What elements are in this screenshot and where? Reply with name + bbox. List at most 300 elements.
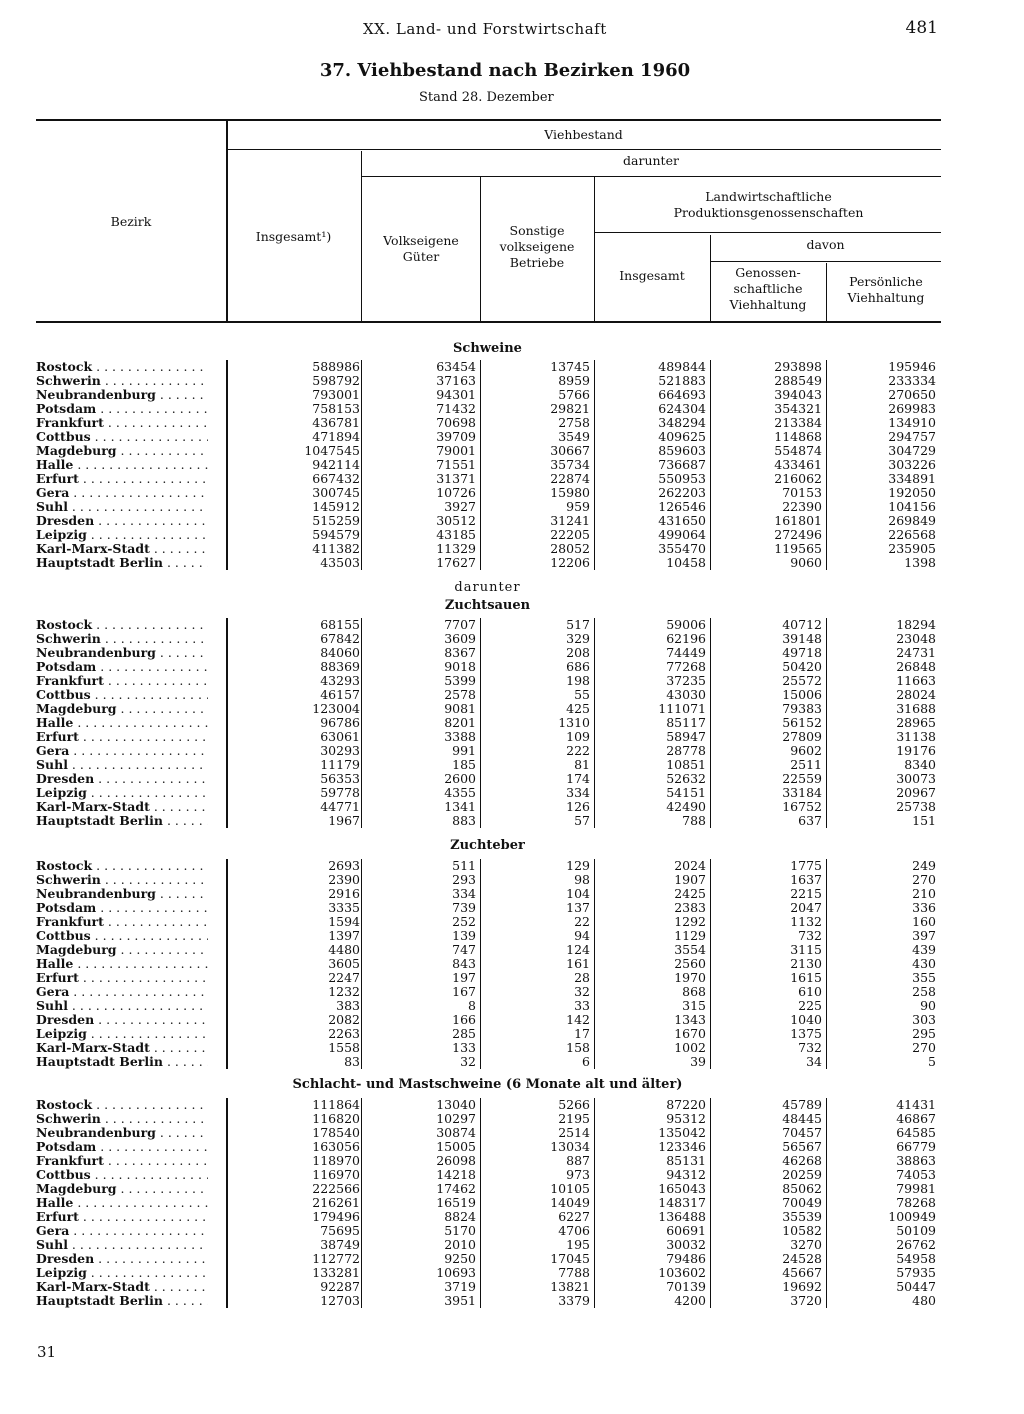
cell-value: 6 xyxy=(582,1054,590,1069)
cell-value: 17627 xyxy=(436,555,476,570)
cell-value: 111071 xyxy=(658,701,706,716)
bezirk-name: Potsdam . . . xyxy=(36,901,208,915)
cell-value: 49718 xyxy=(782,645,822,660)
table-row xyxy=(36,1266,941,1280)
table-row xyxy=(36,646,941,660)
cell-value: 3270 xyxy=(790,1237,822,1252)
cell-value: 142 xyxy=(566,1012,590,1027)
cell-value: 7707 xyxy=(444,617,476,632)
cell-value: 2247 xyxy=(328,970,360,985)
cell-value: 293898 xyxy=(774,359,822,374)
table-row xyxy=(36,901,941,915)
table-row xyxy=(36,873,941,887)
table-row xyxy=(36,887,941,901)
cell-value: 43030 xyxy=(666,687,706,702)
cell-value: 2425 xyxy=(674,886,706,901)
section-title: Zuchteber xyxy=(450,838,525,853)
cell-value: 197 xyxy=(452,970,476,985)
cell-value: 9602 xyxy=(790,743,822,758)
cell-value: 94 xyxy=(574,928,590,943)
table-row xyxy=(36,674,941,688)
cell-value: 1615 xyxy=(790,970,822,985)
table-row xyxy=(36,1126,941,1140)
cell-value: 30874 xyxy=(436,1125,476,1140)
cell-value: 45789 xyxy=(782,1097,822,1112)
cell-value: 17 xyxy=(574,1026,590,1041)
cell-value: 235905 xyxy=(888,541,936,556)
cell-value: 294757 xyxy=(888,429,936,444)
table-row xyxy=(36,444,941,458)
table-row xyxy=(36,360,941,374)
cell-value: 163056 xyxy=(312,1139,360,1154)
cell-value: 258 xyxy=(912,984,936,999)
cell-value: 859603 xyxy=(658,443,706,458)
cell-value: 94312 xyxy=(666,1167,706,1182)
bezirk-name: Dresden . . . xyxy=(36,1013,208,1027)
cell-value: 195946 xyxy=(888,359,936,374)
cell-value: 29821 xyxy=(550,401,590,416)
cell-value: 126546 xyxy=(658,499,706,514)
cell-value: 1970 xyxy=(674,970,706,985)
cell-value: 739 xyxy=(452,900,476,915)
cell-value: 33 xyxy=(574,998,590,1013)
cell-value: 5170 xyxy=(444,1223,476,1238)
cell-value: 3609 xyxy=(444,631,476,646)
cell-value: 31688 xyxy=(896,701,936,716)
cell-value: 515259 xyxy=(312,513,360,528)
cell-value: 293 xyxy=(452,872,476,887)
bezirk-name: Frankfurt . . . xyxy=(36,416,208,430)
cell-value: 46268 xyxy=(782,1153,822,1168)
cell-value: 104156 xyxy=(888,499,936,514)
cell-value: 3720 xyxy=(790,1293,822,1308)
cell-value: 165043 xyxy=(658,1181,706,1196)
table-row xyxy=(36,985,941,999)
cell-value: 71432 xyxy=(436,401,476,416)
table-row xyxy=(36,402,941,416)
col-genossenschaftliche-viehhaltung: Genossen-schaftliche Viehhaltung xyxy=(729,265,807,312)
cell-value: 747 xyxy=(452,942,476,957)
bezirk-name: Magdeburg . . . xyxy=(36,943,208,957)
cell-value: 58947 xyxy=(666,729,706,744)
cell-value: 5 xyxy=(928,1054,936,1069)
section-rows xyxy=(36,360,941,570)
bezirk-name: Leipzig . . . xyxy=(36,528,208,542)
cell-value: 161801 xyxy=(774,513,822,528)
cell-value: 78268 xyxy=(896,1195,936,1210)
table-row xyxy=(36,1210,941,1224)
cell-value: 355 xyxy=(912,970,936,985)
cell-value: 2082 xyxy=(328,1012,360,1027)
cell-value: 383 xyxy=(336,998,360,1013)
bezirk-name: Frankfurt . . . xyxy=(36,674,208,688)
cell-value: 269849 xyxy=(888,513,936,528)
cell-value: 1310 xyxy=(558,715,590,730)
cell-value: 30032 xyxy=(666,1237,706,1252)
cell-value: 1558 xyxy=(328,1040,360,1055)
cell-value: 269983 xyxy=(888,401,936,416)
cell-value: 1232 xyxy=(328,984,360,999)
cell-value: 425 xyxy=(566,701,590,716)
bezirk-name: Gera . . . xyxy=(36,1224,208,1238)
cell-value: 56152 xyxy=(782,715,822,730)
column-separator xyxy=(710,1098,711,1308)
cell-value: 11329 xyxy=(436,541,476,556)
cell-value: 179496 xyxy=(312,1209,360,1224)
cell-value: 334 xyxy=(566,785,590,800)
cell-value: 397 xyxy=(912,928,936,943)
table-row xyxy=(36,1098,941,1112)
cell-value: 1047545 xyxy=(304,443,360,458)
cell-value: 10458 xyxy=(666,555,706,570)
divider xyxy=(710,261,941,262)
bezirk-name: Dresden . . . xyxy=(36,772,208,786)
cell-value: 109 xyxy=(566,729,590,744)
cell-value: 554874 xyxy=(774,443,822,458)
column-separator xyxy=(480,1098,481,1308)
header-rule-top xyxy=(36,119,941,121)
cell-value: 667432 xyxy=(312,471,360,486)
cell-value: 1594 xyxy=(328,914,360,929)
cell-value: 85062 xyxy=(782,1181,822,1196)
cell-value: 134910 xyxy=(888,415,936,430)
cell-value: 411382 xyxy=(312,541,360,556)
table-row xyxy=(36,971,941,985)
cell-value: 70139 xyxy=(666,1279,706,1294)
cell-value: 216261 xyxy=(312,1195,360,1210)
cell-value: 174 xyxy=(566,771,590,786)
cell-value: 50420 xyxy=(782,659,822,674)
cell-value: 48445 xyxy=(782,1111,822,1126)
cell-value: 1670 xyxy=(674,1026,706,1041)
cell-value: 81 xyxy=(574,757,590,772)
cell-value: 46867 xyxy=(896,1111,936,1126)
cell-value: 3719 xyxy=(444,1279,476,1294)
table-row xyxy=(36,859,941,873)
cell-value: 521883 xyxy=(658,373,706,388)
cell-value: 285 xyxy=(452,1026,476,1041)
cell-value: 74053 xyxy=(896,1167,936,1182)
cell-value: 38749 xyxy=(320,1237,360,1252)
cell-value: 79001 xyxy=(436,443,476,458)
cell-value: 252 xyxy=(452,914,476,929)
cell-value: 1343 xyxy=(674,1012,706,1027)
cell-value: 3927 xyxy=(444,499,476,514)
cell-value: 10582 xyxy=(782,1223,822,1238)
table-row xyxy=(36,618,941,632)
cell-value: 95312 xyxy=(666,1111,706,1126)
cell-value: 50447 xyxy=(896,1279,936,1294)
cell-value: 2758 xyxy=(558,415,590,430)
table-row xyxy=(36,500,941,514)
column-separator xyxy=(710,859,711,1069)
cell-value: 13040 xyxy=(436,1097,476,1112)
cell-value: 50109 xyxy=(896,1223,936,1238)
cell-value: 161 xyxy=(566,956,590,971)
cell-value: 1775 xyxy=(790,858,822,873)
cell-value: 436781 xyxy=(312,415,360,430)
bezirk-name: Potsdam . . . xyxy=(36,402,208,416)
cell-value: 98 xyxy=(574,872,590,887)
table-row xyxy=(36,1182,941,1196)
cell-value: 54151 xyxy=(666,785,706,800)
cell-value: 79383 xyxy=(782,701,822,716)
cell-value: 158 xyxy=(566,1040,590,1055)
cell-value: 9018 xyxy=(444,659,476,674)
cell-value: 793001 xyxy=(312,387,360,402)
cell-value: 1398 xyxy=(904,555,936,570)
cell-value: 137 xyxy=(566,900,590,915)
bezirk-name: Dresden . . . xyxy=(36,514,208,528)
cell-value: 550953 xyxy=(658,471,706,486)
cell-value: 334 xyxy=(452,886,476,901)
cell-value: 295 xyxy=(912,1026,936,1041)
divider xyxy=(594,232,941,233)
table-row xyxy=(36,1294,941,1308)
bezirk-name: Magdeburg . . . xyxy=(36,702,208,716)
cell-value: 226568 xyxy=(888,527,936,542)
divider xyxy=(480,177,481,321)
cell-value: 15980 xyxy=(550,485,590,500)
cell-value: 433461 xyxy=(774,457,822,472)
cell-value: 26762 xyxy=(896,1237,936,1252)
cell-value: 3115 xyxy=(790,942,822,957)
table-row xyxy=(36,660,941,674)
cell-value: 20259 xyxy=(782,1167,822,1182)
cell-value: 991 xyxy=(452,743,476,758)
cell-value: 19692 xyxy=(782,1279,822,1294)
table-row xyxy=(36,556,941,570)
cell-value: 1129 xyxy=(674,928,706,943)
cell-value: 71551 xyxy=(436,457,476,472)
bezirk-name: Dresden . . . xyxy=(36,1252,208,1266)
bezirk-name: Suhl . . . xyxy=(36,999,208,1013)
bezirk-name: Halle . . . xyxy=(36,957,208,971)
cell-value: 100949 xyxy=(888,1209,936,1224)
cell-value: 471894 xyxy=(312,429,360,444)
cell-value: 3335 xyxy=(328,900,360,915)
cell-value: 42490 xyxy=(666,799,706,814)
cell-value: 2383 xyxy=(674,900,706,915)
cell-value: 178540 xyxy=(312,1125,360,1140)
cell-value: 57935 xyxy=(896,1265,936,1280)
table-row xyxy=(36,800,941,814)
cell-value: 22874 xyxy=(550,471,590,486)
cell-value: 66779 xyxy=(896,1139,936,1154)
table-header xyxy=(36,119,941,325)
col-insgesamt: Insgesamt¹) xyxy=(255,229,332,244)
cell-value: 34 xyxy=(806,1054,822,1069)
cell-value: 210 xyxy=(912,886,936,901)
cell-value: 85117 xyxy=(666,715,706,730)
cell-value: 14049 xyxy=(550,1195,590,1210)
cell-value: 28778 xyxy=(666,743,706,758)
cell-value: 11663 xyxy=(896,673,936,688)
cell-value: 145912 xyxy=(312,499,360,514)
table-row xyxy=(36,1224,941,1238)
bezirk-name: Rostock . . . xyxy=(36,1098,208,1112)
cell-value: 272496 xyxy=(774,527,822,542)
cell-value: 116820 xyxy=(312,1111,360,1126)
cell-value: 32 xyxy=(574,984,590,999)
table-row xyxy=(36,999,941,1013)
table-row xyxy=(36,716,941,730)
cell-value: 79486 xyxy=(666,1251,706,1266)
bezirk-name: Potsdam . . . xyxy=(36,1140,208,1154)
cell-value: 13745 xyxy=(550,359,590,374)
bezirk-name: Magdeburg . . . xyxy=(36,1182,208,1196)
cell-value: 37235 xyxy=(666,673,706,688)
cell-value: 16752 xyxy=(782,799,822,814)
bezirk-name: Neubrandenburg . . . xyxy=(36,388,208,402)
table-row xyxy=(36,1154,941,1168)
cell-value: 208 xyxy=(566,645,590,660)
bezirk-name: Schwerin . . . xyxy=(36,632,208,646)
cell-value: 10726 xyxy=(436,485,476,500)
cell-value: 329 xyxy=(566,631,590,646)
cell-value: 54958 xyxy=(896,1251,936,1266)
bezirk-name: Karl-Marx-Stadt . . . xyxy=(36,800,208,814)
bezirk-name: Leipzig . . . xyxy=(36,1266,208,1280)
bezirk-name: Cottbus . . . xyxy=(36,929,208,943)
cell-value: 59778 xyxy=(320,785,360,800)
cell-value: 409625 xyxy=(658,429,706,444)
cell-value: 225 xyxy=(798,998,822,1013)
cell-value: 249 xyxy=(912,858,936,873)
table-title-text: 37. Viehbestand nach Bezirken 1960 xyxy=(319,60,691,81)
column-separator xyxy=(710,618,711,828)
bezirk-name: Erfurt . . . xyxy=(36,1210,208,1224)
cell-value: 4480 xyxy=(328,942,360,957)
cell-value: 431650 xyxy=(658,513,706,528)
cell-value: 45667 xyxy=(782,1265,822,1280)
bezirk-name: Cottbus . . . xyxy=(36,688,208,702)
cell-value: 52632 xyxy=(666,771,706,786)
cell-value: 5766 xyxy=(558,387,590,402)
cell-value: 14218 xyxy=(436,1167,476,1182)
section-title: Schlacht- und Mastschweine (6 Monate alt und älter) xyxy=(292,1077,683,1092)
cell-value: 27809 xyxy=(782,729,822,744)
running-title: XX. Land- und Forstwirtschaft xyxy=(363,20,607,38)
table-row xyxy=(36,814,941,828)
cell-value: 973 xyxy=(566,1167,590,1182)
section-subtitle: Zuchtsauen xyxy=(444,598,531,613)
table-row xyxy=(36,542,941,556)
cell-value: 15006 xyxy=(782,687,822,702)
bezirk-name: Hauptstadt Berlin . . . xyxy=(36,1055,208,1069)
cell-value: 74449 xyxy=(666,645,706,660)
cell-value: 62196 xyxy=(666,631,706,646)
cell-value: 4200 xyxy=(674,1293,706,1308)
cell-value: 112772 xyxy=(312,1251,360,1266)
cell-value: 35539 xyxy=(782,1209,822,1224)
cell-value: 588986 xyxy=(312,359,360,374)
bezirk-name: Cottbus . . . xyxy=(36,1168,208,1182)
bezirk-name: Schwerin . . . xyxy=(36,1112,208,1126)
cell-value: 44771 xyxy=(320,799,360,814)
cell-value: 10105 xyxy=(550,1181,590,1196)
cell-value: 30073 xyxy=(896,771,936,786)
cell-value: 517 xyxy=(566,617,590,632)
cell-value: 31241 xyxy=(550,513,590,528)
cell-value: 43293 xyxy=(320,673,360,688)
cell-value: 116970 xyxy=(312,1167,360,1182)
cell-value: 195 xyxy=(566,1237,590,1252)
column-separator xyxy=(594,360,595,570)
cell-value: 43185 xyxy=(436,527,476,542)
cell-value: 1132 xyxy=(790,914,822,929)
cell-value: 35734 xyxy=(550,457,590,472)
bezirk-name: Karl-Marx-Stadt . . . xyxy=(36,1280,208,1294)
column-separator xyxy=(361,859,362,1069)
bezirk-name: Rostock . . . xyxy=(36,360,208,374)
cell-value: 24528 xyxy=(782,1251,822,1266)
cell-value: 8340 xyxy=(904,757,936,772)
cell-value: 610 xyxy=(798,984,822,999)
cell-value: 511 xyxy=(452,858,476,873)
bezirk-name: Frankfurt . . . xyxy=(36,1154,208,1168)
bezirk-name: Halle . . . xyxy=(36,458,208,472)
bezirk-name: Frankfurt . . . xyxy=(36,915,208,929)
cell-value: 26098 xyxy=(436,1153,476,1168)
cell-value: 1341 xyxy=(444,799,476,814)
cell-value: 77268 xyxy=(666,659,706,674)
table-subtitle: Stand 28. Dezember xyxy=(419,90,554,105)
cell-value: 732 xyxy=(798,928,822,943)
bezirk-name: Gera . . . xyxy=(36,985,208,999)
cell-value: 270 xyxy=(912,872,936,887)
cell-value: 33184 xyxy=(782,785,822,800)
cell-value: 111864 xyxy=(312,1097,360,1112)
bezirk-name: Gera . . . xyxy=(36,486,208,500)
cell-value: 103602 xyxy=(658,1265,706,1280)
cell-value: 57 xyxy=(574,813,590,828)
col-volkseigene-gueter: Volkseigene Güter xyxy=(383,233,459,264)
cell-value: 222 xyxy=(566,743,590,758)
cell-value: 394043 xyxy=(774,387,822,402)
cell-value: 1375 xyxy=(790,1026,822,1041)
bezirk-name: Cottbus . . . xyxy=(36,430,208,444)
table-row xyxy=(36,730,941,744)
column-separator xyxy=(361,1098,362,1308)
table-row xyxy=(36,1013,941,1027)
cell-value: 79981 xyxy=(896,1181,936,1196)
column-separator xyxy=(480,859,481,1069)
column-separator xyxy=(594,859,595,1069)
cell-value: 133 xyxy=(452,1040,476,1055)
cell-value: 499064 xyxy=(658,527,706,542)
cell-value: 6227 xyxy=(558,1209,590,1224)
column-separator xyxy=(226,618,228,828)
cell-value: 2511 xyxy=(790,757,822,772)
cell-value: 758153 xyxy=(312,401,360,416)
bezirk-name: Suhl . . . xyxy=(36,1238,208,1252)
cell-value: 9081 xyxy=(444,701,476,716)
table-row xyxy=(36,702,941,716)
table-row xyxy=(36,772,941,786)
cell-value: 2047 xyxy=(790,900,822,915)
cell-value: 22205 xyxy=(550,527,590,542)
cell-value: 3554 xyxy=(674,942,706,957)
table-row xyxy=(36,486,941,500)
bezirk-name: Halle . . . xyxy=(36,1196,208,1210)
col-sonstige-volkseigene-betriebe: Sonstige volkseigene Betriebe xyxy=(499,223,575,270)
cell-value: 25738 xyxy=(896,799,936,814)
col-bezirk: Bezirk xyxy=(110,214,152,229)
cell-value: 303 xyxy=(912,1012,936,1027)
cell-value: 598792 xyxy=(312,373,360,388)
cell-value: 59006 xyxy=(666,617,706,632)
